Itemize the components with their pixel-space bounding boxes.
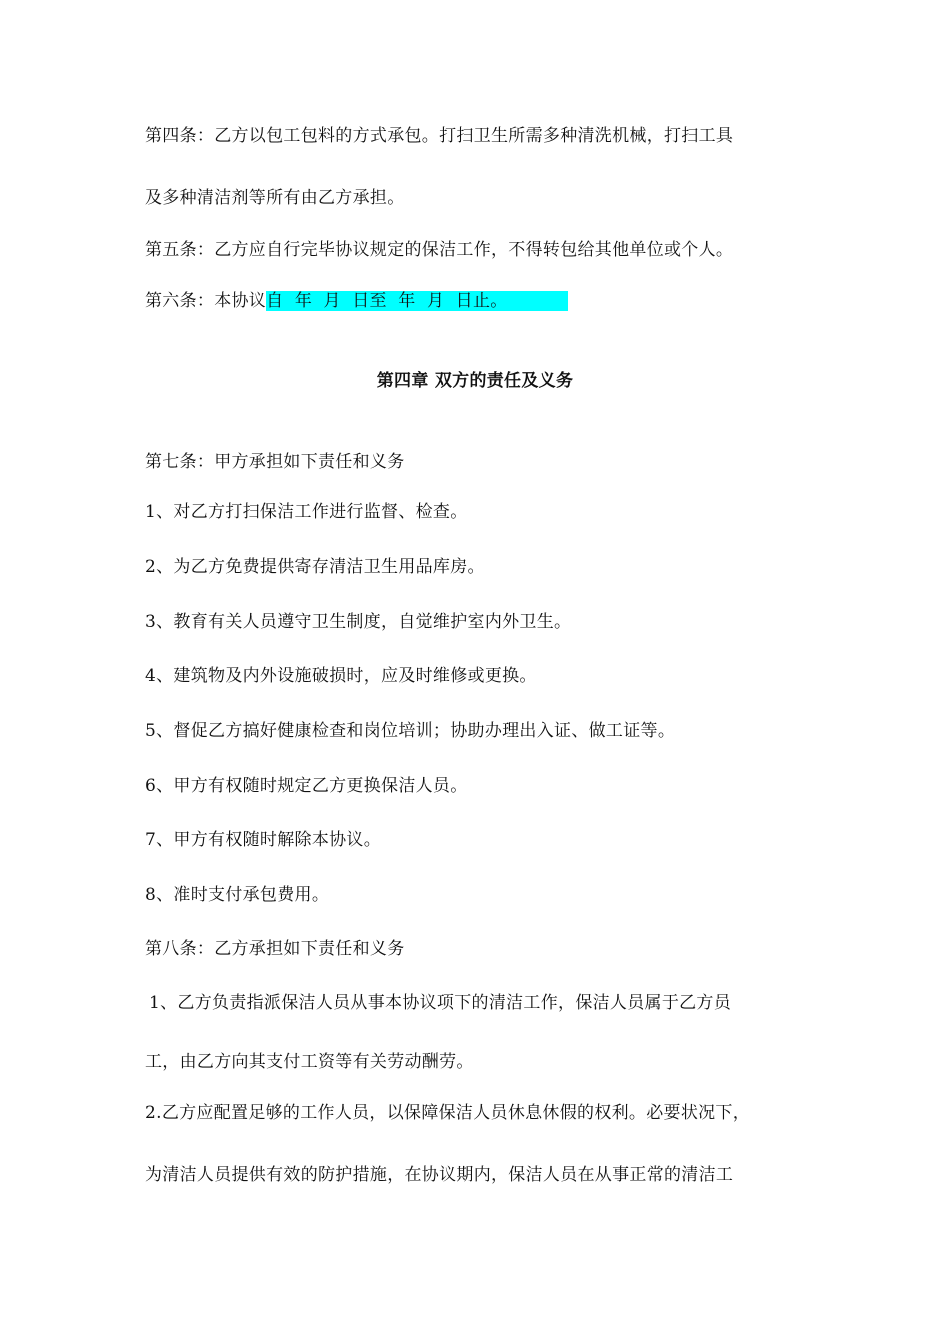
article-5: 第五条：乙方应自行完毕协议规定的保洁工作，不得转包给其他单位或个人。: [145, 240, 734, 260]
article-8-item-1-line-2: 工，由乙方向其支付工资等有关劳动酬劳。: [145, 1052, 474, 1072]
article-8-item-2-line-1: 2.乙方应配置足够的工作人员，以保障保洁人员休息休假的权利。必要状况下，: [145, 1103, 751, 1123]
article-8-item-2-line-2: 为清洁人员提供有效的防护措施，在协议期内，保洁人员在从事正常的清洁工: [145, 1165, 734, 1185]
article-7-item-2: 2、为乙方免费提供寄存清洁卫生用品库房。: [145, 557, 485, 577]
article-6-highlighted-dates: 自 年 月 日至 年 月 日止。: [266, 291, 567, 311]
article-7: 第七条：甲方承担如下责任和义务: [145, 452, 405, 472]
article-6-prefix: 第六条：本协议: [145, 291, 267, 311]
chapter-4-title: 第四章 双方的责任及义务: [376, 371, 574, 391]
article-7-item-1: 1、对乙方打扫保洁工作进行监督、检查。: [145, 502, 468, 522]
article-7-item-6: 6、甲方有权随时规定乙方更换保洁人员。: [145, 776, 468, 796]
article-4-line-2: 及多种清洁剂等所有由乙方承担。: [145, 188, 405, 208]
article-8-item-1-line-1: 1、乙方负责指派保洁人员从事本协议项下的清洁工作，保洁人员属于乙方员: [149, 993, 732, 1013]
article-7-item-4: 4、建筑物及内外设施破损时，应及时维修或更换。: [145, 666, 537, 686]
article-4-line-1: 第四条：乙方以包工包料的方式承包。打扫卫生所需多种清洗机械，打扫工具: [145, 126, 734, 146]
article-7-item-5: 5、督促乙方搞好健康检查和岗位培训；协助办理出入证、做工证等。: [145, 721, 676, 741]
article-8: 第八条：乙方承担如下责任和义务: [145, 939, 405, 959]
article-6: [145, 289, 568, 313]
article-7-item-3: 3、教育有关人员遵守卫生制度，自觉维护室内外卫生。: [145, 612, 572, 632]
article-7-item-8: 8、准时支付承包费用。: [145, 885, 330, 905]
article-7-item-7: 7、甲方有权随时解除本协议。: [145, 830, 382, 850]
